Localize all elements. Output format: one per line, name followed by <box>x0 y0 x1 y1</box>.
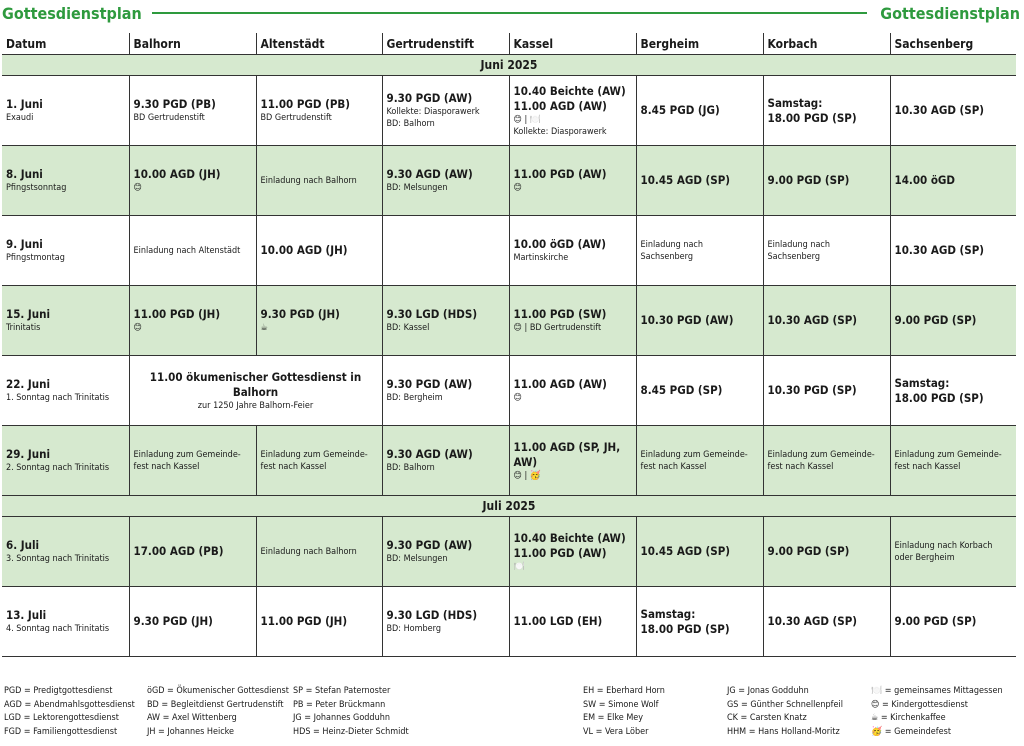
date-cell <box>2 587 129 657</box>
service-note: Einladung zum Gemeinde- <box>894 449 1002 460</box>
cell-korbach <box>763 76 890 146</box>
date-sub: 3. Sonntag nach Trinitatis <box>6 554 110 564</box>
table-row <box>2 356 1016 426</box>
cell-korbach <box>763 356 890 426</box>
service-text: 10.40 Beichte (AW) <box>513 83 626 98</box>
symbol-icons: 😊 | BD Gertrudenstift <box>513 323 602 333</box>
cell-korbach <box>763 587 890 657</box>
cell-balhorn <box>129 426 256 496</box>
cell-gertrudenstift <box>382 426 509 496</box>
service-note: Einladung nach Korbach <box>894 540 993 551</box>
cell-bergheim <box>636 356 763 426</box>
cell-altenstaedt <box>256 426 382 496</box>
service-text: 11.00 PGD (PB) <box>260 97 351 111</box>
month-row-june <box>2 55 1016 76</box>
page-title-left: Gottesdienstplan <box>2 4 142 23</box>
date-label: 8. Juni <box>6 167 43 181</box>
col-header-sachsenberg: Sachsenberg <box>890 33 1016 55</box>
legend-col-abbreviations-2 <box>147 685 289 739</box>
col-header-korbach: Korbach <box>763 33 890 55</box>
service-text: 10.00 AGD (JH) <box>260 243 348 257</box>
service-note: Einladung zum Gemeinde- <box>640 449 748 460</box>
service-text: 11.00 ökumenischer Gottesdienst in Balhorn <box>149 369 362 399</box>
date-cell <box>2 146 129 216</box>
month-label: Juli 2025 <box>2 496 1016 517</box>
cell-balhorn <box>129 517 256 587</box>
cell-gertrudenstift <box>382 76 509 146</box>
date-label: 9. Juni <box>6 237 43 251</box>
page-header <box>0 0 1024 26</box>
cell-sachsenberg <box>890 146 1016 216</box>
service-text: 9.30 PGD (JH) <box>133 614 213 628</box>
service-note: Kollekte: Diasporawerk <box>513 126 607 137</box>
cell-kassel <box>509 76 636 146</box>
service-note: BD: Homberg <box>386 624 441 634</box>
service-text: 9.30 LGD (HDS) <box>386 307 478 321</box>
table-row <box>2 286 1016 356</box>
legend-item: PGD = Predigtgottesdienst <box>4 686 113 696</box>
service-note: Einladung zum Gemeinde- <box>767 449 875 460</box>
date-label: 29. Juni <box>6 447 51 461</box>
service-note: BD: Melsungen <box>386 554 448 564</box>
service-text: 10.30 PGD (AW) <box>640 313 734 327</box>
page-title-right: Gottesdienstplan <box>880 4 1020 23</box>
service-text: 9.00 PGD (SP) <box>894 313 977 327</box>
cell-bergheim <box>636 587 763 657</box>
cell-kassel <box>509 587 636 657</box>
service-text: 11.00 PGD (AW) <box>513 545 607 560</box>
legend-item: EH = Eberhard Horn <box>583 686 665 696</box>
symbol-icons: ☕ <box>260 323 268 333</box>
legend-item: JG = Jonas Godduhn <box>727 686 809 696</box>
service-note: BD: Kassel <box>386 323 430 333</box>
service-text: Samstag: <box>640 606 696 621</box>
date-sub: Pfingstmontag <box>6 253 65 263</box>
cell-balhorn <box>129 76 256 146</box>
service-text: 17.00 AGD (PB) <box>133 544 224 558</box>
col-header-kassel: Kassel <box>509 33 636 55</box>
legend-col-symbols <box>871 685 1003 739</box>
service-note: oder Bergheim <box>894 552 955 563</box>
service-text: 11.00 AGD (AW) <box>513 377 607 391</box>
col-header-bergheim: Bergheim <box>636 33 763 55</box>
service-text: Samstag: <box>767 95 823 110</box>
legend-col-names <box>293 685 409 739</box>
service-text: 9.00 PGD (SP) <box>767 544 850 558</box>
cell-korbach <box>763 216 890 286</box>
legend-item: AGD = Abendmahlsgottesdienst <box>4 699 135 710</box>
service-text: 9.30 PGD (JH) <box>260 307 340 321</box>
date-sub: Exaudi <box>6 113 34 123</box>
col-header-balhorn: Balhorn <box>129 33 256 55</box>
legend-item: JH = Johannes Heicke <box>147 726 235 737</box>
cell-korbach <box>763 286 890 356</box>
symbol-icons: 😊 <box>513 393 522 403</box>
service-note: BD: Melsungen <box>386 183 448 193</box>
cell-altenstaedt <box>256 587 382 657</box>
cell-sachsenberg <box>890 587 1016 657</box>
col-header-datum: Datum <box>2 33 129 55</box>
service-note: fest nach Kassel <box>767 461 834 472</box>
legend-item-coffee-icon: ☕ = Kirchenkaffee <box>871 713 946 723</box>
service-text: 11.00 AGD (AW) <box>513 98 607 113</box>
service-note: fest nach Kassel <box>260 461 327 472</box>
service-note: Einladung nach Altenstädt <box>133 245 241 256</box>
service-text: 9.30 AGD (AW) <box>386 447 473 461</box>
date-label: 15. Juni <box>6 307 51 321</box>
symbol-icons: 😊 | 🍽️ <box>513 114 542 125</box>
service-note: Martinskirche <box>513 253 569 263</box>
cell-sachsenberg <box>890 426 1016 496</box>
cell-kassel <box>509 286 636 356</box>
cell-altenstaedt <box>256 517 382 587</box>
service-note: Sachsenberg <box>640 251 693 262</box>
cell-gertrudenstift <box>382 286 509 356</box>
cell-bergheim <box>636 426 763 496</box>
service-note: fest nach Kassel <box>640 461 707 472</box>
cell-altenstaedt <box>256 286 382 356</box>
cell-balhorn <box>129 216 256 286</box>
service-text: 10.45 AGD (SP) <box>640 173 731 187</box>
table-row <box>2 216 1016 286</box>
service-text: 10.45 AGD (SP) <box>640 544 731 558</box>
legend-item-meal-icon: 🍽️ = gemeinsames Mittagessen <box>871 686 1003 696</box>
service-note: BD Gertrudenstift <box>133 113 205 123</box>
legend-item: VL = Vera Löber <box>583 726 649 737</box>
date-sub: Pfingstsonntag <box>6 183 67 193</box>
header-row <box>2 33 1016 55</box>
cell-gertrudenstift <box>382 146 509 216</box>
legend-item: öGD = Ökumenischer Gottesdienst <box>147 686 289 696</box>
cell-kassel <box>509 426 636 496</box>
table-row <box>2 426 1016 496</box>
symbol-icons: 🍽️ <box>513 561 525 572</box>
service-text: 9.30 PGD (PB) <box>133 97 216 111</box>
legend-item: PB = Peter Brückmann <box>293 699 386 710</box>
cell-kassel <box>509 146 636 216</box>
service-text: 10.40 Beichte (AW) <box>513 530 626 545</box>
service-text: 11.00 AGD (SP, JH, AW) <box>513 439 621 469</box>
service-text: 10.00 AGD (JH) <box>133 167 221 181</box>
legend-item: SW = Simone Wolf <box>583 699 659 710</box>
legend-item: BD = Begleitdienst Gertrudenstift <box>147 699 284 710</box>
cell-bergheim <box>636 517 763 587</box>
date-label: 13. Juli <box>6 608 47 622</box>
legend-item: HDS = Heinz-Dieter Schmidt <box>293 726 409 737</box>
cell-sachsenberg <box>890 356 1016 426</box>
month-label: Juni 2025 <box>2 55 1016 76</box>
service-text: 18.00 PGD (SP) <box>894 390 984 405</box>
cell-korbach <box>763 146 890 216</box>
date-cell <box>2 426 129 496</box>
service-text: 9.30 PGD (AW) <box>386 538 473 552</box>
cell-sachsenberg <box>890 286 1016 356</box>
legend-item: CK = Carsten Knatz <box>727 713 807 723</box>
service-text: 9.30 LGD (HDS) <box>386 608 478 622</box>
date-cell <box>2 76 129 146</box>
service-text: 10.30 AGD (SP) <box>767 614 858 628</box>
service-text: 11.00 LGD (EH) <box>513 614 603 628</box>
service-note: Einladung zum Gemeinde- <box>133 449 241 460</box>
service-text: 11.00 PGD (SW) <box>513 307 607 321</box>
col-header-gertrudenstift: Gertrudenstift <box>382 33 509 55</box>
service-text: 10.30 AGD (SP) <box>767 313 858 327</box>
service-text: 9.30 AGD (AW) <box>386 167 473 181</box>
cell-balhorn <box>129 587 256 657</box>
date-sub: 1. Sonntag nach Trinitatis <box>6 393 110 403</box>
cell-altenstaedt <box>256 76 382 146</box>
legend-item: LGD = Lektorengottesdienst <box>4 713 119 723</box>
cell-balhorn <box>129 286 256 356</box>
service-note: BD Gertrudenstift <box>260 113 332 123</box>
date-cell <box>2 517 129 587</box>
cell-altenstaedt <box>256 146 382 216</box>
cell-bergheim <box>636 286 763 356</box>
date-label: 6. Juli <box>6 538 40 552</box>
table-row <box>2 587 1016 657</box>
legend-col-abbreviations <box>4 685 135 739</box>
legend-item: HHM = Hans Holland-Moritz <box>727 726 840 737</box>
service-note: Einladung nach Balhorn <box>260 546 357 557</box>
service-note: fest nach Kassel <box>133 461 200 472</box>
symbol-icons: 😊 | 🥳 <box>513 470 542 481</box>
service-note: BD: Balhorn <box>386 463 435 473</box>
legend-item: SP = Stefan Paternoster <box>293 686 391 696</box>
service-text: 11.00 PGD (JH) <box>260 614 348 628</box>
service-text: 10.30 AGD (SP) <box>894 243 985 257</box>
cell-korbach <box>763 426 890 496</box>
date-sub: 2. Sonntag nach Trinitatis <box>6 463 110 473</box>
legend-item-party-icon: 🥳 = Gemeindefest <box>871 726 951 737</box>
cell-gertrudenstift <box>382 587 509 657</box>
service-text: 8.45 PGD (JG) <box>640 103 720 117</box>
date-cell <box>2 216 129 286</box>
legend-item-smiley-icon: 😊 = Kindergottesdienst <box>871 699 968 710</box>
legend-item: AW = Axel Wittenberg <box>147 713 237 723</box>
service-note: Einladung nach <box>640 239 704 250</box>
legend-item: JG = Johannes Godduhn <box>293 713 390 723</box>
service-text: 10.30 PGD (SP) <box>767 383 857 397</box>
table-row <box>2 146 1016 216</box>
symbol-icons: 😊 <box>133 323 142 333</box>
legend-item: GS = Günther Schnellenpfeil <box>727 699 844 710</box>
service-text: 11.00 PGD (AW) <box>513 167 607 181</box>
date-label: 1. Juni <box>6 97 43 111</box>
service-text: 10.00 öGD (AW) <box>513 237 606 251</box>
col-header-altenstaedt: Altenstädt <box>256 33 382 55</box>
service-text: 18.00 PGD (SP) <box>767 110 857 125</box>
month-row-july <box>2 496 1016 517</box>
schedule-table <box>2 33 1016 657</box>
cell-balhorn-altenstaedt <box>129 356 382 426</box>
legend-col-names-2 <box>583 685 665 739</box>
service-text: 11.00 PGD (JH) <box>133 307 221 321</box>
cell-bergheim <box>636 76 763 146</box>
service-text: Samstag: <box>894 375 950 390</box>
cell-gertrudenstift <box>382 356 509 426</box>
cell-sachsenberg <box>890 517 1016 587</box>
legend-item: EM = Elke Mey <box>583 713 644 723</box>
cell-altenstaedt <box>256 216 382 286</box>
service-text: 10.30 AGD (SP) <box>894 103 985 117</box>
service-text: 9.00 PGD (SP) <box>894 614 977 628</box>
cell-sachsenberg <box>890 76 1016 146</box>
header-rule <box>152 12 867 14</box>
cell-korbach <box>763 517 890 587</box>
cell-bergheim <box>636 146 763 216</box>
service-note: Einladung zum Gemeinde- <box>260 449 368 460</box>
date-label: 22. Juni <box>6 377 51 391</box>
service-note: zur 1250 Jahre Balhorn-Feier <box>197 400 314 411</box>
cell-kassel <box>509 517 636 587</box>
date-cell <box>2 356 129 426</box>
service-text: 18.00 PGD (SP) <box>640 621 730 636</box>
service-text: 14.00 öGD <box>894 173 956 187</box>
table-row <box>2 517 1016 587</box>
service-text: 9.30 PGD (AW) <box>386 91 473 105</box>
service-note: Kollekte: Diasporawerk <box>386 107 480 117</box>
cell-sachsenberg <box>890 216 1016 286</box>
symbol-icons: 😊 <box>133 183 142 193</box>
service-note: Einladung nach <box>767 239 831 250</box>
service-note: BD: Balhorn <box>386 119 435 129</box>
service-text: 9.00 PGD (SP) <box>767 173 850 187</box>
table-row <box>2 76 1016 146</box>
legend-item: FGD = Familiengottesdienst <box>4 726 118 737</box>
cell-balhorn <box>129 146 256 216</box>
cell-gertrudenstift <box>382 517 509 587</box>
cell-kassel <box>509 216 636 286</box>
service-note: fest nach Kassel <box>894 461 961 472</box>
service-text: 8.45 PGD (SP) <box>640 383 723 397</box>
date-sub: Trinitatis <box>6 323 41 333</box>
symbol-icons: 😊 <box>513 183 522 193</box>
service-note: Einladung nach Balhorn <box>260 175 357 186</box>
service-note: BD: Bergheim <box>386 393 443 403</box>
service-text: 9.30 PGD (AW) <box>386 377 473 391</box>
cell-gertrudenstift <box>382 216 509 286</box>
cell-kassel <box>509 356 636 426</box>
cell-bergheim <box>636 216 763 286</box>
legend-col-names-3 <box>727 685 843 739</box>
service-note: Sachsenberg <box>767 251 820 262</box>
date-cell <box>2 286 129 356</box>
date-sub: 4. Sonntag nach Trinitatis <box>6 624 110 634</box>
